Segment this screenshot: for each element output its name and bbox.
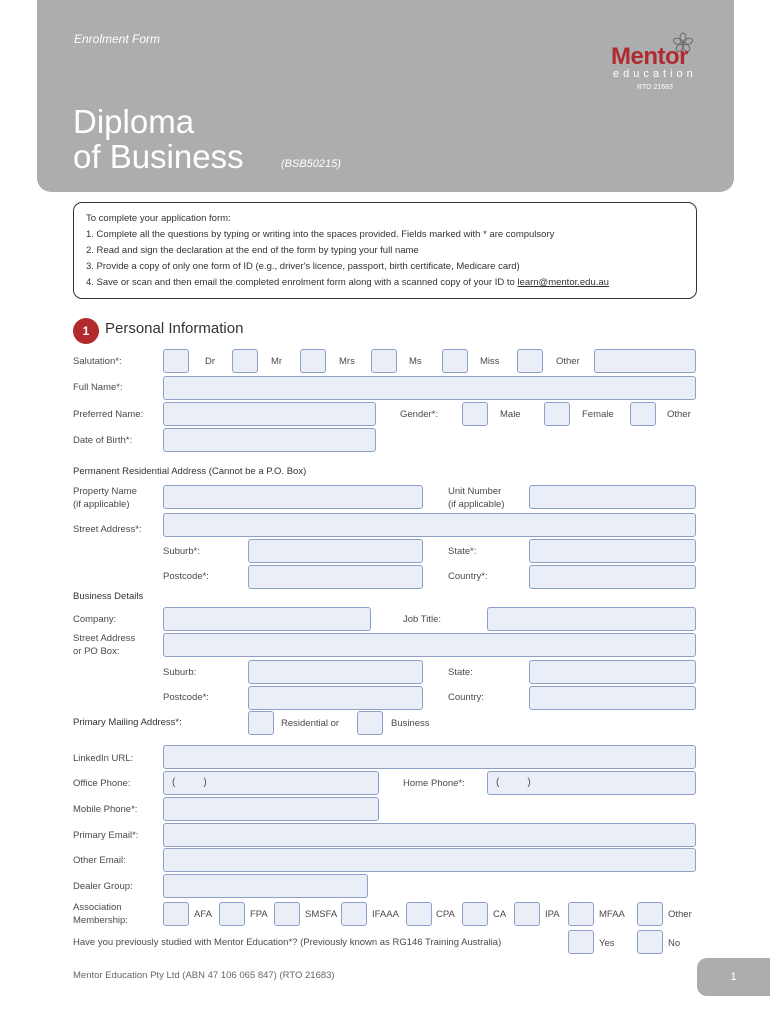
office-phone-label: Office Phone:: [73, 778, 131, 789]
salutation-ms-label: Ms: [409, 356, 422, 367]
assoc-other-checkbox[interactable]: [637, 902, 663, 926]
salutation-other-input[interactable]: [594, 349, 696, 373]
salutation-dr-label: Dr: [205, 356, 216, 367]
salutation-mrs-checkbox[interactable]: [300, 349, 326, 373]
instruction-step-2: 2. Read and sign the declaration at the end of the form by typing your full name: [86, 245, 419, 256]
postcode-label: Postcode*:: [163, 571, 209, 582]
logo-name: Mentor: [611, 43, 688, 70]
home-phone-label: Home Phone*:: [403, 778, 465, 789]
state-label: State*:: [448, 546, 477, 557]
address-heading: Permanent Residential Address (Cannot be a P.O. Box): [73, 466, 307, 477]
salutation-mr-label: Mr: [271, 356, 283, 367]
biz-state-input[interactable]: [529, 660, 696, 684]
biz-postcode-label: Postcode*:: [163, 692, 209, 703]
salutation-dr-checkbox[interactable]: [163, 349, 189, 373]
dealer-group-label: Dealer Group:: [73, 881, 133, 892]
assoc-ca-label: CA: [493, 909, 507, 920]
assoc-ipa-checkbox[interactable]: [514, 902, 540, 926]
biz-street-label: Street Address or PO Box:: [73, 633, 136, 657]
mailing-residential-label: Residential or: [281, 718, 340, 729]
linkedin-input[interactable]: [163, 745, 696, 769]
salutation-miss-label: Miss: [480, 356, 500, 367]
suburb-input[interactable]: [248, 539, 423, 563]
assoc-afa-label: AFA: [194, 909, 212, 920]
primary-mailing-label: Primary Mailing Address*:: [73, 717, 182, 728]
assoc-fpa-checkbox[interactable]: [219, 902, 245, 926]
property-name-input[interactable]: [163, 485, 423, 509]
assoc-mfaa-checkbox[interactable]: [568, 902, 594, 926]
logo-rto: RTO 21683: [637, 84, 673, 91]
salutation-label: Salutation*:: [73, 356, 122, 367]
company-label: Company:: [73, 614, 117, 625]
gender-female-label: Female: [582, 409, 614, 420]
full-name-input[interactable]: [163, 376, 696, 400]
email-link[interactable]: learn@mentor.edu.au: [517, 277, 609, 288]
salutation-mr-checkbox[interactable]: [232, 349, 258, 373]
home-phone-input[interactable]: ( ): [487, 771, 696, 795]
gender-female-checkbox[interactable]: [544, 402, 570, 426]
biz-suburb-label: Suburb:: [163, 667, 197, 678]
dob-input[interactable]: [163, 428, 376, 452]
form-type-label: Enrolment Form: [74, 32, 161, 46]
gender-label: Gender*:: [400, 409, 439, 420]
mailing-business-checkbox[interactable]: [357, 711, 383, 735]
assoc-smsfa-label: SMSFA: [305, 909, 338, 920]
assoc-smsfa-checkbox[interactable]: [274, 902, 300, 926]
preferred-name-input[interactable]: [163, 402, 376, 426]
biz-state-label: State:: [448, 667, 473, 678]
mailing-residential-checkbox[interactable]: [248, 711, 274, 735]
assoc-ifaaa-label: IFAAA: [372, 909, 399, 920]
salutation-other-label: Other: [556, 356, 580, 367]
previous-study-yes-label: Yes: [599, 938, 615, 949]
suburb-label: Suburb*:: [163, 546, 200, 557]
biz-street-input[interactable]: [163, 633, 696, 657]
country-input[interactable]: [529, 565, 696, 589]
salutation-ms-checkbox[interactable]: [371, 349, 397, 373]
mobile-phone-input[interactable]: [163, 797, 379, 821]
instruction-step-3: 3. Provide a copy of only one form of ID (e.g., driver's licence, passport, birth certificate, Medicare card): [86, 261, 520, 272]
gender-male-label: Male: [500, 409, 521, 420]
gender-other-checkbox[interactable]: [630, 402, 656, 426]
assoc-fpa-label: FPA: [250, 909, 268, 920]
section-title: Personal Information: [105, 320, 244, 337]
page-number: 1: [697, 958, 770, 996]
job-title-input[interactable]: [487, 607, 696, 631]
salutation-other-checkbox[interactable]: [517, 349, 543, 373]
primary-email-label: Primary Email*:: [73, 830, 139, 841]
instructions-intro: To complete your application form:: [86, 213, 231, 224]
unit-number-label: Unit Number (if applicable): [448, 486, 505, 510]
state-input[interactable]: [529, 539, 696, 563]
mailing-business-label: Business: [391, 718, 430, 729]
biz-country-label: Country:: [448, 692, 484, 703]
business-heading: Business Details: [73, 591, 144, 602]
gender-male-checkbox[interactable]: [462, 402, 488, 426]
primary-email-input[interactable]: [163, 823, 696, 847]
assoc-afa-checkbox[interactable]: [163, 902, 189, 926]
page-title-line1: Diploma: [73, 103, 195, 140]
course-code: (BSB50215): [281, 158, 341, 170]
office-phone-input[interactable]: ( ): [163, 771, 379, 795]
biz-suburb-input[interactable]: [248, 660, 423, 684]
company-input[interactable]: [163, 607, 371, 631]
preferred-name-label: Preferred Name:: [73, 409, 144, 420]
dob-label: Date of Birth*:: [73, 435, 133, 446]
logo-subtitle: education: [613, 68, 697, 80]
other-email-input[interactable]: [163, 848, 696, 872]
salutation-miss-checkbox[interactable]: [442, 349, 468, 373]
previous-study-yes-checkbox[interactable]: [568, 930, 594, 954]
biz-postcode-input[interactable]: [248, 686, 423, 710]
property-name-label: Property Name (if applicable): [73, 486, 137, 510]
job-title-label: Job Title:: [403, 614, 442, 625]
footer-text: Mentor Education Pty Ltd (ABN 47 106 065 847) (RTO 21683): [73, 970, 335, 981]
section-number-badge: 1: [73, 318, 99, 344]
instructions-box: [73, 202, 697, 299]
street-address-input[interactable]: [163, 513, 696, 537]
dealer-group-input[interactable]: [163, 874, 368, 898]
biz-country-input[interactable]: [529, 686, 696, 710]
assoc-cpa-checkbox[interactable]: [406, 902, 432, 926]
instruction-step-4: 4. Save or scan and then email the completed enrolment form along with a scanned copy of your ID to learn@mentor.edu.au: [86, 277, 609, 288]
assoc-cpa-label: CPA: [436, 909, 455, 920]
previous-study-no-label: No: [668, 938, 681, 949]
association-label: Association Membership:: [73, 902, 128, 926]
instruction-step-1: 1. Complete all the questions by typing or writing into the spaces provided. Fields marked with * are compulsory: [86, 229, 555, 240]
assoc-ifaaa-checkbox[interactable]: [341, 902, 367, 926]
unit-number-input[interactable]: [529, 485, 696, 509]
postcode-input[interactable]: [248, 565, 423, 589]
linkedin-label: LinkedIn URL:: [73, 753, 134, 764]
country-label: Country*:: [448, 571, 488, 582]
street-address-label: Street Address*:: [73, 524, 142, 535]
gender-other-label: Other: [667, 409, 691, 420]
salutation-mrs-label: Mrs: [339, 356, 355, 367]
full-name-label: Full Name*:: [73, 382, 123, 393]
assoc-other-label: Other: [668, 909, 692, 920]
other-email-label: Other Email:: [73, 855, 126, 866]
mobile-phone-label: Mobile Phone*:: [73, 804, 138, 815]
assoc-ca-checkbox[interactable]: [462, 902, 488, 926]
page-title-line2: of Business: [73, 138, 244, 175]
assoc-ipa-label: IPA: [545, 909, 560, 920]
assoc-mfaa-label: MFAA: [599, 909, 625, 920]
previous-study-label: Have you previously studied with Mentor Education*? (Previously known as RG146 Training Australia): [73, 937, 502, 948]
previous-study-no-checkbox[interactable]: [637, 930, 663, 954]
